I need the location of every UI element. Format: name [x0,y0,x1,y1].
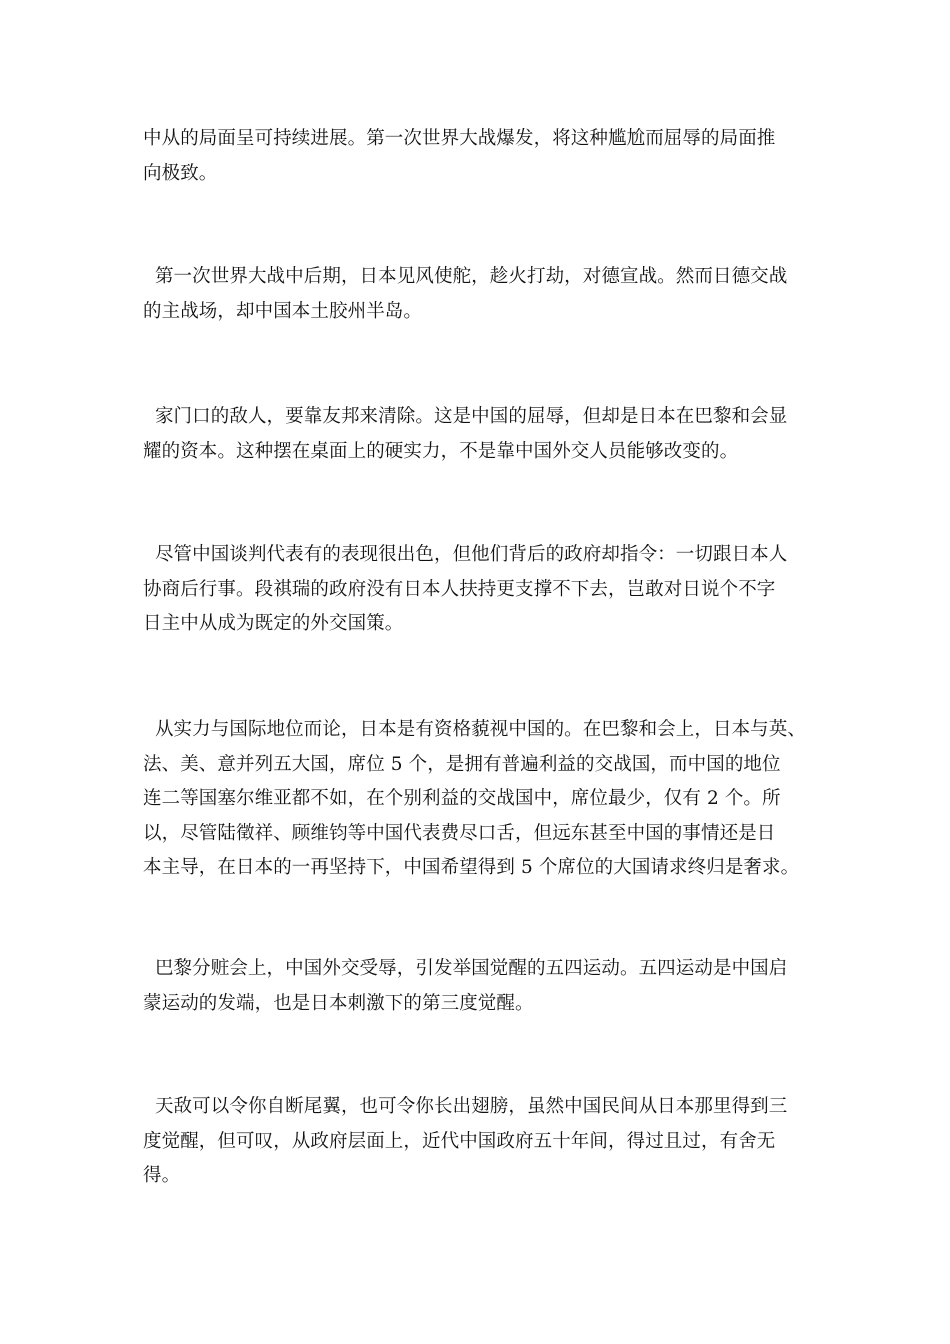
paragraph-line: 连二等国塞尔维亚都不如，在个别利益的交战国中，席位最少，仅有 2 个。所 [143,788,781,809]
paragraph-line: 尽管中国谈判代表有的表现很出色，但他们背后的政府却指令：一切跟日本人 [143,544,788,565]
paragraph-line: 协商后行事。段祺瑞的政府没有日本人扶持更支撑不下去，岂敢对日说个不字 [143,578,776,600]
paragraph-7 [143,1090,833,1194]
paragraph-line: 以，尽管陆徵祥、顾维钧等中国代表费尽口舌，但远东甚至中国的事情还是日 [143,822,776,844]
paragraph-line: 从实力与国际地位而论，日本是有资格藐视中国的。在巴黎和会上，日本与英、 [143,719,806,740]
paragraph-line: 本主导，在日本的一再坚持下，中国希望得到 5 个席位的大国请求终归是奢求。 [143,857,800,878]
paragraph-5 [143,713,833,886]
paragraph-line: 的主战场，却中国本土胶州半岛。 [143,300,423,322]
paragraph-line: 日主中从成为既定的外交国策。 [143,613,404,634]
paragraph-line: 耀的资本。这种摆在桌面上的硬实力，不是靠中国外交人员能够改变的。 [143,440,739,462]
paragraph-line: 度觉醒，但可叹，从政府层面上，近代中国政府五十年间，得过且过，有舍无 [143,1130,776,1152]
paragraph-4 [143,538,833,642]
paragraph-1 [143,122,833,191]
paragraph-line: 得。 [143,1165,181,1186]
paragraph-line: 家门口的敌人，要靠友邦来清除。这是中国的屈辱，但却是日本在巴黎和会显 [143,406,788,427]
paragraph-line: 法、美、意并列五大国，席位 5 个，是拥有普遍利益的交战国，而中国的地位 [143,753,781,775]
paragraph-line: 蒙运动的发端，也是日本刺激下的第三度觉醒。 [143,992,534,1014]
paragraph-line: 中从的局面呈可持续进展。第一次世界大战爆发，将这种尴尬而屈辱的局面推 [143,128,776,149]
paragraph-3 [143,400,833,469]
paragraph-line: 天敌可以令你自断尾翼，也可令你长出翅膀，虽然中国民间从日本那里得到三 [143,1096,788,1117]
paragraph-line: 向极致。 [143,162,218,184]
paragraph-6 [143,952,833,1021]
paragraph-2 [143,260,833,329]
paragraph-line: 巴黎分赃会上，中国外交受辱，引发举国觉醒的五四运动。五四运动是中国启 [143,958,788,979]
paragraph-line: 第一次世界大战中后期，日本见风使舵，趁火打劫，对德宣战。然而日德交战 [143,266,788,287]
